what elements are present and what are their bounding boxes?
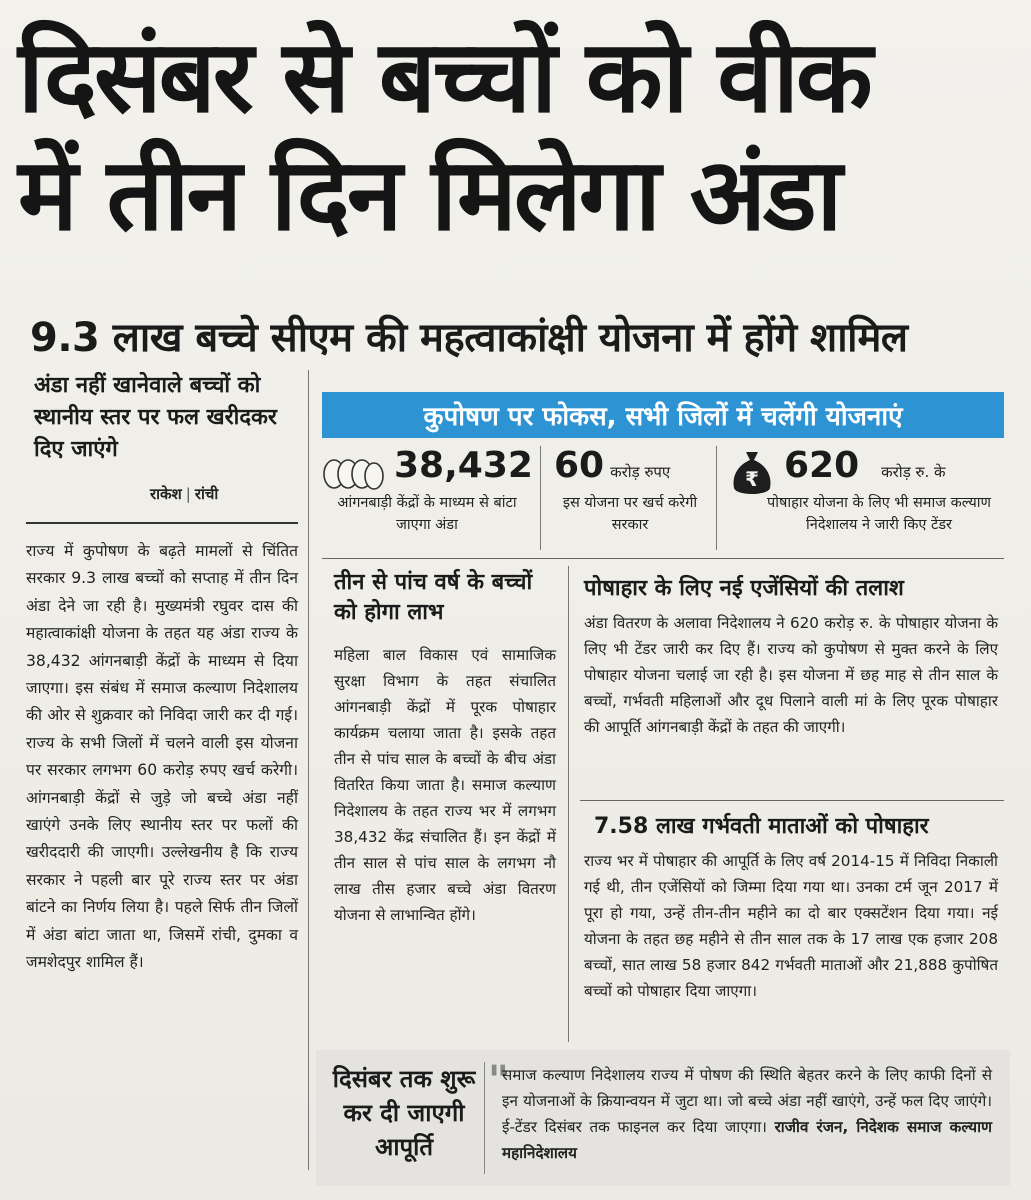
section-3-body: राज्य भर में पोषाहार की आपूर्ति के लिए वर्ष 2014-15 में निविदा निकाली गई थी, तीन एजेंसियों को जिम्मा दिया गया था। उनका टर्म जून 2017 में पूरा हो गया, उन्हें तीन-तीन महीने का दो बार एक्सटेंशन दिया गया। नई योजना के तहत छह महीने से तीन साल तक के 17 लाख एक हजार 208 बच्चों, सात लाख 58 हजार 842 गर्भवती माताओं और 21,888 कुपोषित बच्चों को पोषाहार दिया जाएगा।: [584, 852, 998, 1000]
column-divider: [568, 566, 569, 1042]
subheadline: 9.3 लाख बच्चे सीएम की महत्वाकांक्षी योजना में होंगे शामिल: [30, 315, 908, 361]
stat-2-unit: करोड़ रुपए: [610, 463, 671, 481]
stat-divider: [540, 446, 541, 550]
section-1-body: महिला बाल विकास एवं सामाजिक सुरक्षा विभाग के तहत संचालित आंगनबाड़ी केंद्रों में पूरक पोषाहार कार्यक्रम चलाया जाता है। इसके तहत तीन से पांच साल के बच्चों के बीच अंडा वितरित किया जाता है। समाज कल्याण निदेशालय के तहत राज्य भर में लगभग 38,432 केंद्र संचालित हैं। इन केंद्रों में तीन साल से पांच साल के लगभग नौ लाख तीस हजार बच्चे अंडा वितरण योजना से लाभान्वित होंगे।: [334, 646, 556, 924]
stat-divider: [716, 446, 717, 550]
stat-card-3: [724, 446, 1004, 554]
section-1-title: तीन से पांच वर्ष के बच्चों को होगा लाभ: [334, 570, 533, 625]
stat-2-number: 60: [554, 445, 605, 486]
section-2-title: पोषाहार के लिए नई एजेंसियों की तलाश: [584, 576, 904, 601]
column-divider: [484, 1062, 485, 1174]
section-2-body: अंडा वितरण के अलावा निदेशालय ने 620 करोड़ रु. के पोषाहार योजना के लिए भी टेंडर जारी कर दिए हैं। राज्य को कुपोषण से मुक्त करने के लिए पोषाहार योजना चलाई जा रही है। इस योजना में छह माह से तीन साल के बच्चों, गर्भवती महिलाओं और दूध पिलाने वाली मां के लिए पूरक पोषाहार की आपूर्ति आंगनबाड़ी केंद्रों के तहत की जाएगी।: [584, 614, 998, 736]
official-quote-text: समाज कल्याण निदेशालय राज्य में पोषण की स्थिति बेहतर करने के लिए काफी दिनों से इन योजनाओं के क्रियान्वयन में जुटा था। जो बच्चे अंडा नहीं खाएंगे, उन्हें फल दिए जाएंगे। ई-टेंडर दिसंबर तक फाइनल कर दिया जाएगा।: [502, 1066, 992, 1136]
divider-rule: [580, 800, 1004, 801]
quote-attribution: राजीव रंजन, निदेशक समाज कल्याण महानिदेशालय: [502, 1118, 993, 1162]
byline-separator: |: [185, 485, 191, 503]
headline-line-2: में तीन दिन मिलेगा अंडा: [18, 136, 840, 253]
divider-rule: [26, 522, 298, 524]
stat-2-text: इस योजना पर खर्च करेगी सरकार: [562, 495, 698, 533]
svg-text:₹: ₹: [745, 467, 759, 491]
stat-3-unit: करोड़ रु. के: [881, 463, 946, 481]
byline-author: राकेश: [150, 485, 182, 503]
byline: [150, 484, 310, 504]
money-bag-icon: [730, 448, 774, 498]
stat-card-2: [550, 446, 710, 554]
eggs-icon: [322, 452, 384, 496]
stat-card-1: [322, 446, 532, 554]
lead-story-body: राज्य में कुपोषण के बढ़ते मामलों से चिंतित सरकार 9.3 लाख बच्चों को सप्ताह में तीन दिन अंडा देने जा रही है। मुख्यमंत्री रघुवर दास की महात्वाकांक्षी योजना के तहत यह अंडा राज्य के 38,432 आंगनबाड़ी केंद्रों के माध्यम से दिया जाएगा। इस संबंध में समाज कल्याण निदेशालय की ओर से शुक्रवार को निविदा जारी कर दी गई। राज्य के सभी जिलों में चलने वाली इस योजना पर सरकार लगभग 60 करोड़ रुपए खर्च करेगी। आंगनबाड़ी केंद्रों से जुड़े जो बच्चे अंडा नहीं खाएंगे उनके लिए स्थानीय स्तर पर फलों की खरीददारी की जाएगी। उल्लेखनीय है कि राज्य सरकार ने पहली बार पूरे राज्य स्तर पर अंडा बांटने का निर्णय लिया है। पहले सिर्फ तीन जिलों में अंडा बांटा जाता था, जिसमें रांची, दुमका व जमशेदपुर शामिल हैं।: [26, 542, 298, 972]
stat-1-number: 38,432: [394, 445, 533, 486]
quote-mark-icon: ": [488, 1058, 509, 1104]
stat-1-text: आंगनबाड़ी केंद्रों के माध्यम से बांटा जाएगा अंडा: [337, 495, 517, 533]
divider-rule: [322, 558, 1004, 559]
headline: [18, 18, 1008, 254]
byline-place: रांची: [194, 485, 219, 503]
infographic-banner: कुपोषण पर फोकस, सभी जिलों में चलेंगी योजनाएं: [322, 392, 1004, 438]
headline-line-1: दिसंबर से बच्चों को वीक: [18, 18, 870, 135]
column-divider: [308, 370, 309, 1170]
stat-3-number: 620: [784, 445, 860, 486]
bottom-box-title: दिसंबर तक शुरू कर दी जाएगी आपूर्ति: [332, 1065, 476, 1161]
stat-3-text: पोषाहार योजना के लिए भी समाज कल्याण निदेशालय ने जारी किए टेंडर: [767, 495, 991, 533]
intro-deck: अंडा नहीं खानेवाले बच्चों को स्थानीय स्तर पर फल खरीदकर दिए जाएंगे: [34, 373, 277, 462]
official-quote: [502, 1062, 992, 1166]
section-3-title: 7.58 लाख गर्भवती माताओं को पोषाहार: [594, 814, 929, 839]
